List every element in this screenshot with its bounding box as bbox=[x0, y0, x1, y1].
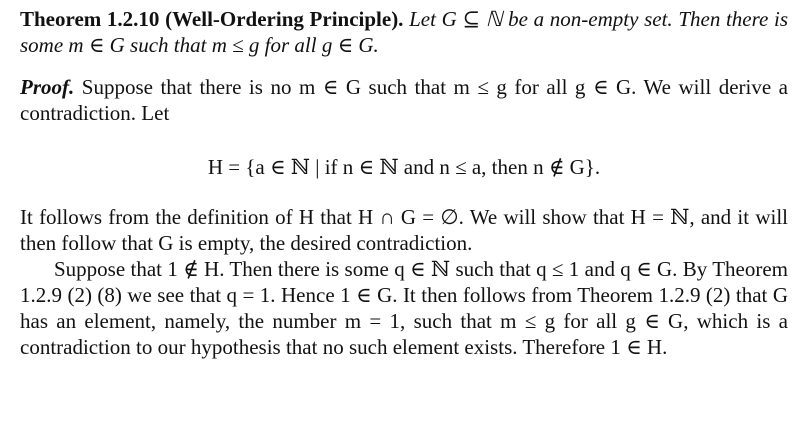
theorem-heading: Theorem 1.2.10 (Well-Ordering Principle). bbox=[20, 7, 404, 31]
theorem-statement: Let G ⊆ ℕ be a non-empty set. Then there is some m ∈ G such that m ≤ g for all g ∈ G. bbox=[20, 7, 789, 57]
theorem-block bbox=[20, 6, 788, 58]
display-equation: H = {a ∈ ℕ | if n ∈ ℕ and n ≤ a, then n ∉ G}. bbox=[207, 155, 601, 179]
proof-intro-paragraph bbox=[20, 74, 788, 126]
proof-intro-text: Suppose that there is no m ∈ G such that m ≤ g for all g ∈ G. We will derive a contradiction. Let bbox=[20, 75, 788, 125]
proof-paragraph-1: It follows from the definition of H that H ∩ G = ∅. We will show that H = ℕ, and it will then follow that G is empty, the desired contradiction. bbox=[20, 205, 788, 255]
proof-paragraph-2: Suppose that 1 ∉ H. Then there is some q ∈ ℕ such that q ≤ 1 and q ∈ G. By Theorem 1.2.9 (2) (8) we see that q = 1. Hence 1 ∈ G. It then follows from Theorem 1.2.9 (2) that G has an element, namely, the number m = 1, such that m ≤ g for all g ∈ G, which is a contradiction to our hypothesis that no such element exists. Therefore 1 ∈ H. bbox=[20, 257, 788, 359]
proof-label: Proof. bbox=[20, 75, 75, 99]
